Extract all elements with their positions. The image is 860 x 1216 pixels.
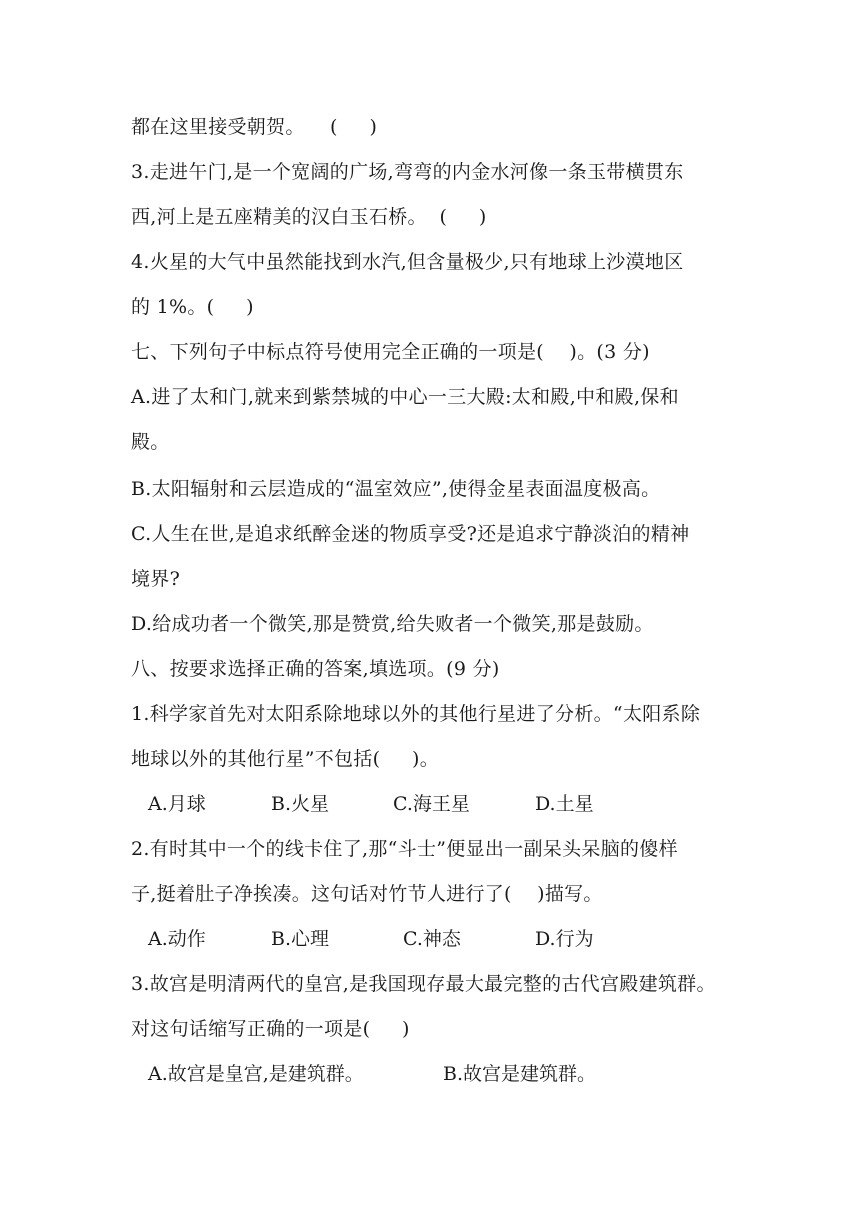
option-d: D.行为 <box>535 928 594 950</box>
option-a: A.动作 <box>148 928 206 950</box>
text-line: 地球以外的其他行星”不包括( )。 <box>131 748 440 770</box>
option-b: B.火星 <box>271 793 330 815</box>
text-line: 殿。 <box>131 431 170 453</box>
text-line: D.给成功者一个微笑,那是赞赏,给失败者一个微笑,那是鼓励。 <box>131 613 654 635</box>
text-line: 的 1%。( ) <box>131 296 254 318</box>
section-heading: 八、按要求选择正确的答案,填选项。(9 分) <box>131 658 500 680</box>
option-b: B.心理 <box>271 928 330 950</box>
text-line: B.太阳辐射和云层造成的“温室效应”,使得金星表面温度极高。 <box>131 478 661 500</box>
option-a: A.故宫是皇宫,是建筑群。 <box>148 1063 364 1085</box>
text-line: 子,挺着肚子净挨凑。这句话对竹节人进行了( )描写。 <box>131 883 603 905</box>
text-line: 都在这里接受朝贺。 ( ) <box>131 116 378 138</box>
option-a: A.月球 <box>148 793 206 815</box>
option-d: D.土星 <box>535 793 594 815</box>
text-line: C.人生在世,是追求纸醉金迷的物质享受?还是追求宁静淡泊的精神 <box>131 523 690 545</box>
text-line: 3.故宫是明清两代的皇宫,是我国现存最大最完整的古代宫殿建筑群。 <box>131 973 716 995</box>
option-c: C.海王星 <box>393 793 470 815</box>
text-line: 4.火星的大气中虽然能找到水汽,但含量极少,只有地球上沙漠地区 <box>131 251 684 273</box>
option-c: C.神态 <box>403 928 461 950</box>
text-line: 2.有时其中一个的线卡住了,那“斗士”便显出一副呆头呆脑的傻样 <box>131 838 678 860</box>
text-line: 1.科学家首先对太阳系除地球以外的其他行星进了分析。“太阳系除 <box>131 703 701 725</box>
text-line: 3.走进午门,是一个宽阔的广场,弯弯的内金水河像一条玉带横贯东 <box>131 161 684 183</box>
text-line: 对这句话缩写正确的一项是( ) <box>131 1018 410 1040</box>
text-line: 西,河上是五座精美的汉白玉石桥。 ( ) <box>131 206 487 228</box>
option-b: B.故宫是建筑群。 <box>443 1063 597 1085</box>
section-heading: 七、下列句子中标点符号使用完全正确的一项是( )。(3 分) <box>131 341 650 363</box>
text-line: A.进了太和门,就来到紫禁城的中心一三大殿:太和殿,中和殿,保和 <box>131 386 679 408</box>
text-line: 境界? <box>131 568 181 590</box>
